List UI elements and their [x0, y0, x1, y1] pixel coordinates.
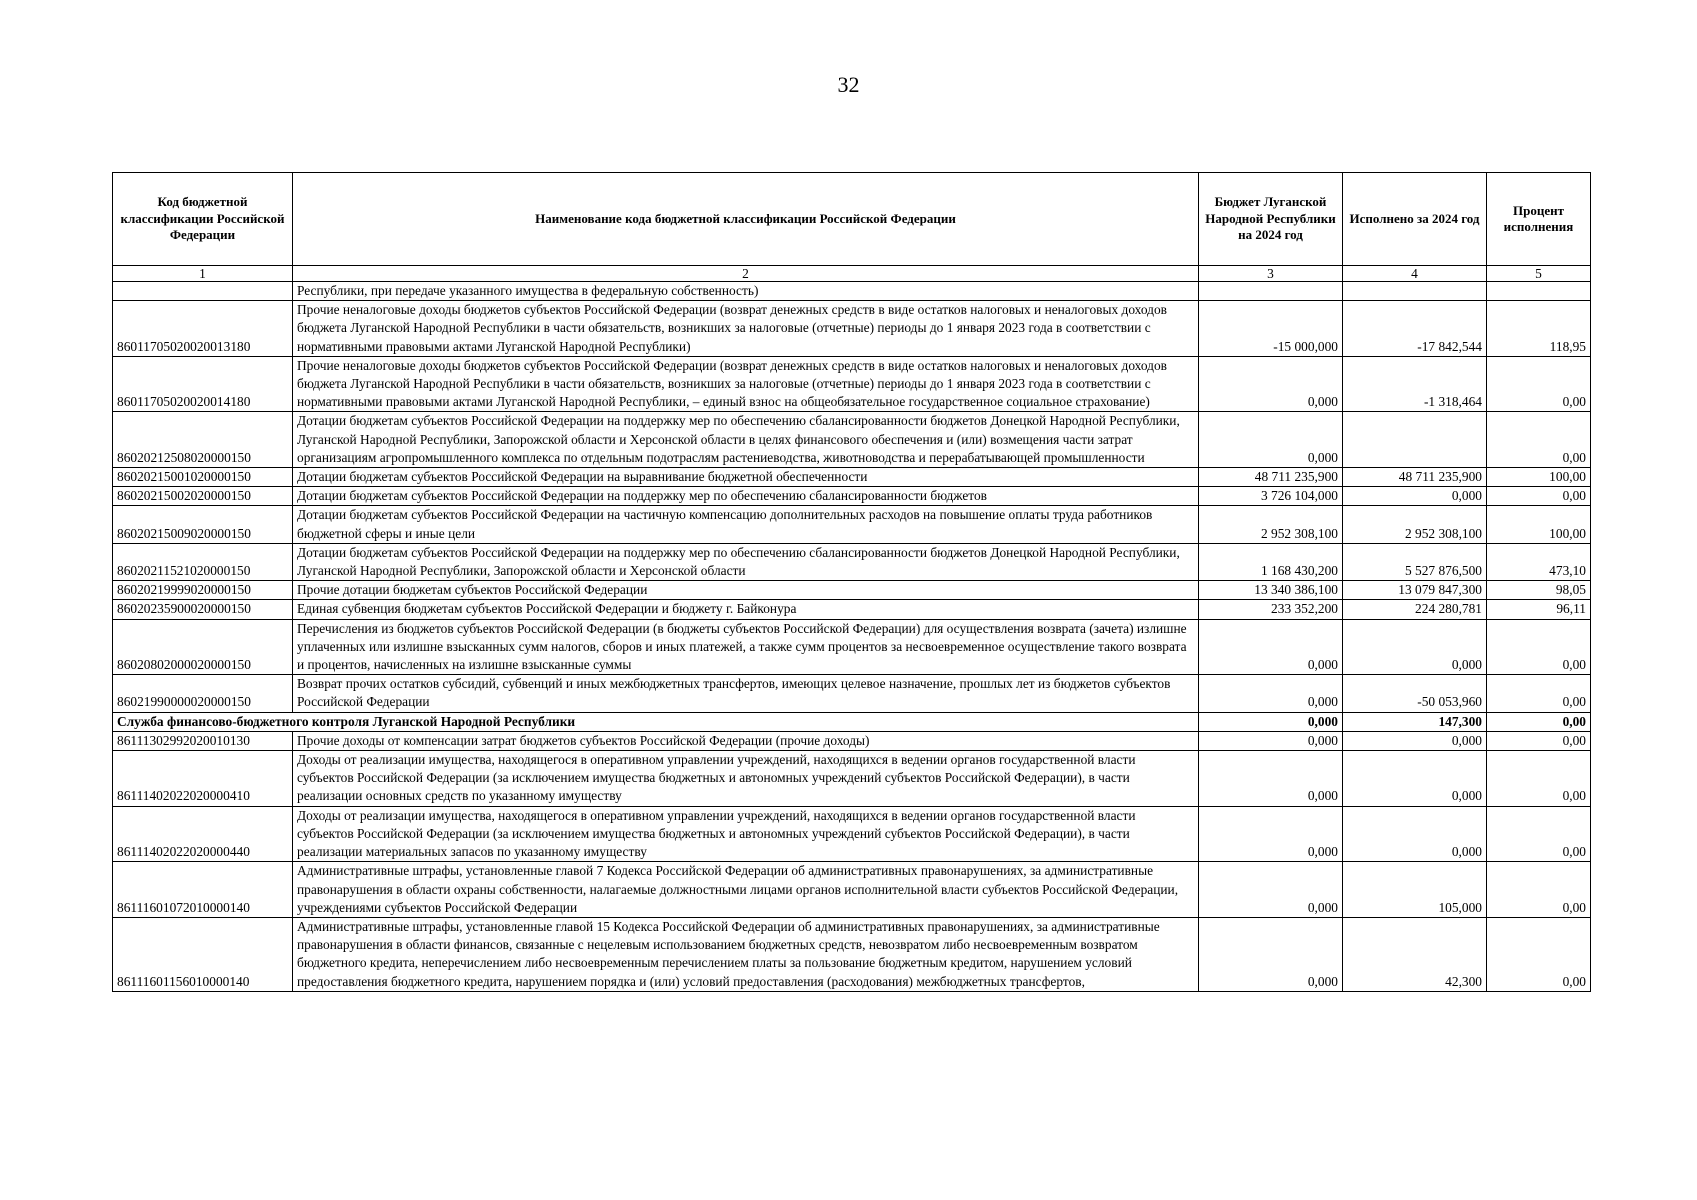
row-percent: 118,95	[1487, 301, 1591, 357]
section-executed: 147,300	[1343, 712, 1487, 731]
column-number: 2	[293, 266, 1199, 282]
row-percent: 96,11	[1487, 600, 1591, 619]
table-row	[113, 301, 1591, 357]
row-budget: 233 352,200	[1199, 600, 1343, 619]
section-percent: 0,00	[1487, 712, 1591, 731]
row-name: Дотации бюджетам субъектов Российской Федерации на поддержку мер по обеспечению сбалансированности бюджетов Донецкой Народной Республики, Луганской Народной Республики, Запорожской области и Херсонской области в целях финансового обеспечения и (или) возмещения части затрат организациям агропромышленного комплекса по отдельным подотраслям растениеводства, животноводства и перерабатывающей промышленности	[293, 412, 1199, 468]
budget-table	[112, 172, 1591, 992]
row-name: Перечисления из бюджетов субъектов Российской Федерации (в бюджеты субъектов Российской Федерации) для осуществления возврата (зачета) излишне уплаченных или излишне взысканных сумм налогов, сборов и иных платежей, а также сумм процентов за несвоевременное осуществление такого возврата и процентов, начисленных на излишне взысканные суммы	[293, 619, 1199, 675]
section-title: Служба финансово-бюджетного контроля Луганской Народной Республики	[113, 712, 1199, 731]
row-code: 86111601156010000140	[113, 917, 293, 991]
row-code: 86111601072010000140	[113, 862, 293, 918]
row-code: 86020211521020000150	[113, 543, 293, 580]
row-executed: 5 527 876,500	[1343, 543, 1487, 580]
row-percent: 98,05	[1487, 581, 1591, 600]
header-executed: Исполнено за 2024 год	[1343, 173, 1487, 266]
row-budget: 0,000	[1199, 356, 1343, 412]
row-budget: 2 952 308,100	[1199, 506, 1343, 543]
table-row	[113, 806, 1591, 862]
row-code: 86011705020020014180	[113, 356, 293, 412]
column-number-row	[113, 266, 1591, 282]
header-name: Наименование кода бюджетной классификации Российской Федерации	[293, 173, 1199, 266]
row-budget: 0,000	[1199, 806, 1343, 862]
row-executed: 0,000	[1343, 487, 1487, 506]
row-code: 86020802000020000150	[113, 619, 293, 675]
row-name: Возврат прочих остатков субсидий, субвенций и иных межбюджетных трансфертов, имеющих целевое назначение, прошлых лет из бюджетов субъектов Российской Федерации	[293, 675, 1199, 712]
table-row	[113, 487, 1591, 506]
row-name: Административные штрафы, установленные главой 7 Кодекса Российской Федерации об административных правонарушениях, за административные правонарушения в области охраны собственности, налагаемые должностными лицами органов исполнительной власти субъектов Российской Федерации, учреждениями субъектов Российской Федерации	[293, 862, 1199, 918]
row-executed	[1343, 412, 1487, 468]
header-percent: Процент исполнения	[1487, 173, 1591, 266]
row-percent: 0,00	[1487, 731, 1591, 750]
row-percent: 100,00	[1487, 468, 1591, 487]
row-percent: 473,10	[1487, 543, 1591, 580]
row-budget: 0,000	[1199, 751, 1343, 807]
table-row	[113, 600, 1591, 619]
row-executed: 0,000	[1343, 751, 1487, 807]
section-budget: 0,000	[1199, 712, 1343, 731]
row-name: Прочие неналоговые доходы бюджетов субъектов Российской Федерации (возврат денежных средств в виде остатков налоговых и неналоговых доходов бюджета Луганской Народной Республики в части обязательств, возникших за налоговые (отчетные) периоды до 1 января 2023 года в соответствии с нормативными правовыми актами Луганской Народной Республики, – единый взнос на общеобязательное государственное социальное страхование)	[293, 356, 1199, 412]
row-budget: 1 168 430,200	[1199, 543, 1343, 580]
table-row	[113, 619, 1591, 675]
row-budget: -15 000,000	[1199, 301, 1343, 357]
row-percent	[1487, 282, 1591, 301]
row-percent: 0,00	[1487, 412, 1591, 468]
row-name: Дотации бюджетам субъектов Российской Федерации на частичную компенсацию дополнительных расходов на повышение оплаты труда работников бюджетной сферы и иные цели	[293, 506, 1199, 543]
row-budget: 0,000	[1199, 675, 1343, 712]
row-code: 86020219999020000150	[113, 581, 293, 600]
row-executed: -1 318,464	[1343, 356, 1487, 412]
table-row	[113, 543, 1591, 580]
row-percent: 0,00	[1487, 862, 1591, 918]
row-executed: 48 711 235,900	[1343, 468, 1487, 487]
row-code: 86020212508020000150	[113, 412, 293, 468]
row-executed: 2 952 308,100	[1343, 506, 1487, 543]
header-budget: Бюджет Луганской Народной Республики на 2024 год	[1199, 173, 1343, 266]
row-name: Дотации бюджетам субъектов Российской Федерации на выравнивание бюджетной обеспеченности	[293, 468, 1199, 487]
table-row	[113, 731, 1591, 750]
row-budget: 0,000	[1199, 412, 1343, 468]
row-executed: 0,000	[1343, 731, 1487, 750]
row-name: Прочие дотации бюджетам субъектов Российской Федерации	[293, 581, 1199, 600]
header-code: Код бюджетной классификации Российской Федерации	[113, 173, 293, 266]
row-code: 86020215002020000150	[113, 487, 293, 506]
table-row	[113, 862, 1591, 918]
row-name: Дотации бюджетам субъектов Российской Федерации на поддержку мер по обеспечению сбалансированности бюджетов Донецкой Народной Республики, Луганской Народной Республики, Запорожской области и Херсонской области	[293, 543, 1199, 580]
row-percent: 0,00	[1487, 751, 1591, 807]
row-percent: 0,00	[1487, 487, 1591, 506]
column-number: 4	[1343, 266, 1487, 282]
table-row	[113, 468, 1591, 487]
row-name: Дотации бюджетам субъектов Российской Федерации на поддержку мер по обеспечению сбалансированности бюджетов	[293, 487, 1199, 506]
row-name: Единая субвенция бюджетам субъектов Российской Федерации и бюджету г. Байконура	[293, 600, 1199, 619]
row-budget: 3 726 104,000	[1199, 487, 1343, 506]
row-name: Административные штрафы, установленные главой 15 Кодекса Российской Федерации об административных правонарушениях, за административные правонарушения в области финансов, связанные с нецелевым использованием бюджетных средств, невозвратом либо несвоевременным возвратом бюджетного кредита, неперечислением либо несвоевременным перечислением платы за пользование бюджетным кредитом, нарушением условий предоставления бюджетного кредита, нарушением порядка и (или) условий предоставления (расходования) межбюджетных трансфертов,	[293, 917, 1199, 991]
row-name: Прочие неналоговые доходы бюджетов субъектов Российской Федерации (возврат денежных средств в виде остатков налоговых и неналоговых доходов бюджета Луганской Народной Республики в части обязательств, возникших за налоговые (отчетные) периоды до 1 января 2023 года в соответствии с нормативными правовыми актами Луганской Народной Республики)	[293, 301, 1199, 357]
row-code	[113, 282, 293, 301]
row-name: Прочие доходы от компенсации затрат бюджетов субъектов Российской Федерации (прочие доходы)	[293, 731, 1199, 750]
row-percent: 0,00	[1487, 619, 1591, 675]
row-executed: 105,000	[1343, 862, 1487, 918]
section-row	[113, 712, 1591, 731]
row-name: Доходы от реализации имущества, находящегося в оперативном управлении учреждений, находящихся в ведении органов государственной власти субъектов Российской Федерации (за исключением имущества бюджетных и автономных учреждений субъектов Российской Федерации), в части реализации материальных запасов по указанному имуществу	[293, 806, 1199, 862]
row-code: 86020215001020000150	[113, 468, 293, 487]
row-percent: 0,00	[1487, 917, 1591, 991]
table-row	[113, 506, 1591, 543]
row-budget: 0,000	[1199, 917, 1343, 991]
row-executed: 0,000	[1343, 806, 1487, 862]
row-executed	[1343, 282, 1487, 301]
row-executed: 0,000	[1343, 619, 1487, 675]
row-budget	[1199, 282, 1343, 301]
column-number: 5	[1487, 266, 1591, 282]
row-executed: 13 079 847,300	[1343, 581, 1487, 600]
row-name: Республики, при передаче указанного имущества в федеральную собственность)	[293, 282, 1199, 301]
table-row	[113, 412, 1591, 468]
row-percent: 0,00	[1487, 806, 1591, 862]
table-row	[113, 356, 1591, 412]
table-row	[113, 917, 1591, 991]
row-budget: 0,000	[1199, 862, 1343, 918]
row-code: 86020235900020000150	[113, 600, 293, 619]
row-code: 86011705020020013180	[113, 301, 293, 357]
row-executed: -17 842,544	[1343, 301, 1487, 357]
row-executed: 42,300	[1343, 917, 1487, 991]
row-executed: 224 280,781	[1343, 600, 1487, 619]
table-row	[113, 581, 1591, 600]
row-budget: 0,000	[1199, 731, 1343, 750]
row-percent: 0,00	[1487, 356, 1591, 412]
table-row	[113, 675, 1591, 712]
row-executed: -50 053,960	[1343, 675, 1487, 712]
table-header-row	[113, 173, 1591, 266]
row-budget: 13 340 386,100	[1199, 581, 1343, 600]
row-name: Доходы от реализации имущества, находящегося в оперативном управлении учреждений, находящихся в ведении органов государственной власти субъектов Российской Федерации (за исключением имущества бюджетных и автономных учреждений субъектов Российской Федерации), в части реализации основных средств по указанному имуществу	[293, 751, 1199, 807]
row-percent: 100,00	[1487, 506, 1591, 543]
row-budget: 0,000	[1199, 619, 1343, 675]
row-code: 86111402022020000440	[113, 806, 293, 862]
row-code: 86021990000020000150	[113, 675, 293, 712]
table-row	[113, 751, 1591, 807]
column-number: 3	[1199, 266, 1343, 282]
row-percent: 0,00	[1487, 675, 1591, 712]
table-row	[113, 282, 1591, 301]
column-number: 1	[113, 266, 293, 282]
row-code: 86111302992020010130	[113, 731, 293, 750]
row-code: 86111402022020000410	[113, 751, 293, 807]
page-number: 32	[837, 72, 860, 97]
row-budget: 48 711 235,900	[1199, 468, 1343, 487]
row-code: 86020215009020000150	[113, 506, 293, 543]
